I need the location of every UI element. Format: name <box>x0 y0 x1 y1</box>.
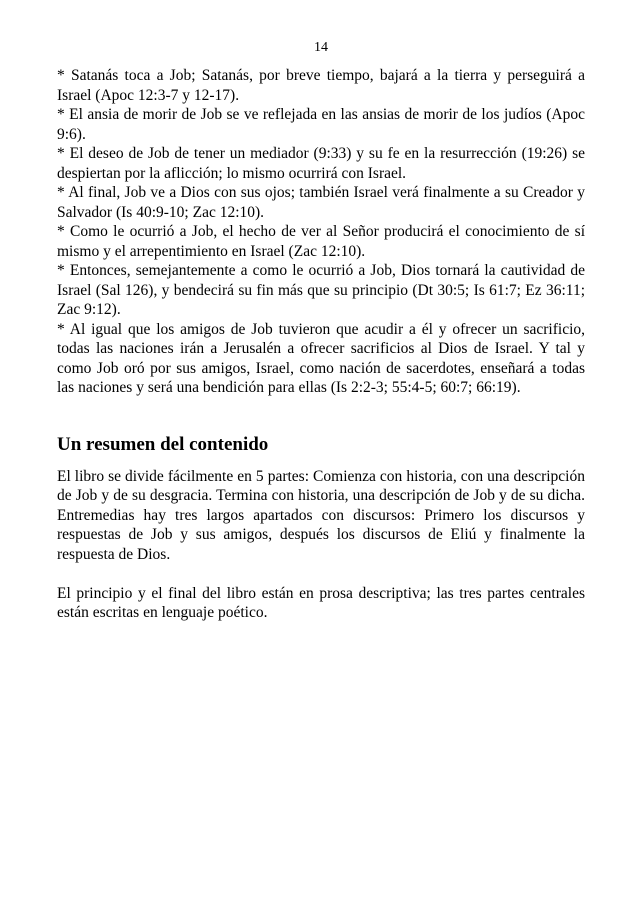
bullet-item: * Al final, Job ve a Dios con sus ojos; también Israel verá finalmente a su Creador y Salvador (Is 40:9-10; Zac 12:10). <box>57 184 585 221</box>
page-content <box>57 38 585 623</box>
bullet-item: * Satanás toca a Job; Satanás, por breve tiempo, bajará a la tierra y perseguirá a Israel (Apoc 12:3-7 y 12-17). <box>57 67 585 104</box>
bullet-list <box>57 66 585 398</box>
bullet-item: * Al igual que los amigos de Job tuvieron que acudir a él y ofrecer un sacrificio, todas las naciones irán a Jerusalén a ofrecer sacrificios al Dios de Israel. Y tal y como Job oró por sus amigos, Israel, como nación de sacerdotes, enseñará a todas las naciones y será una bendición para ellas (Is 2:2-3; 55:4-5; 60:7; 66:19). <box>57 320 585 396</box>
bullet-item: * El deseo de Job de tener un mediador (9:33) y su fe en la resurrección (19:26) se despiertan por la aflicción; lo mismo ocurrirá con Israel. <box>57 145 585 182</box>
style-paragraph: El principio y el final del libro están en prosa descriptiva; las tres partes centrales están escritas en lenguaje poético. <box>57 584 585 621</box>
bullet-item: * Entonces, semejantemente a como le ocurrió a Job, Dios tornará la cautividad de Israel (Sal 126), y bendecirá su fin más que su principio (Dt 30:5; Is 61:7; Ez 36:11; Zac 9:12). <box>57 262 585 318</box>
summary-paragraph: El libro se divide fácilmente en 5 partes: Comienza con historia, con una descripción de Job y de su desgracia. Termina con historia, una descripción de Job y de su dicha. Entremedias hay tres largos apartados con discursos: Primero los discursos y respuestas de Job y sus amigos, después los discursos de Eliú y finalmente la respuesta de Dios. <box>57 467 585 563</box>
page-number: 14 <box>314 40 328 55</box>
bullet-item: * Como le ocurrió a Job, el hecho de ver al Señor producirá el conocimiento de sí mismo y el arrepentimiento en Israel (Zac 12:10). <box>57 223 585 260</box>
section-heading: Un resumen del contenido <box>57 433 269 455</box>
bullet-item: * El ansia de morir de Job se ve reflejada en las ansias de morir de los judíos (Apoc 9:6). <box>57 106 585 143</box>
